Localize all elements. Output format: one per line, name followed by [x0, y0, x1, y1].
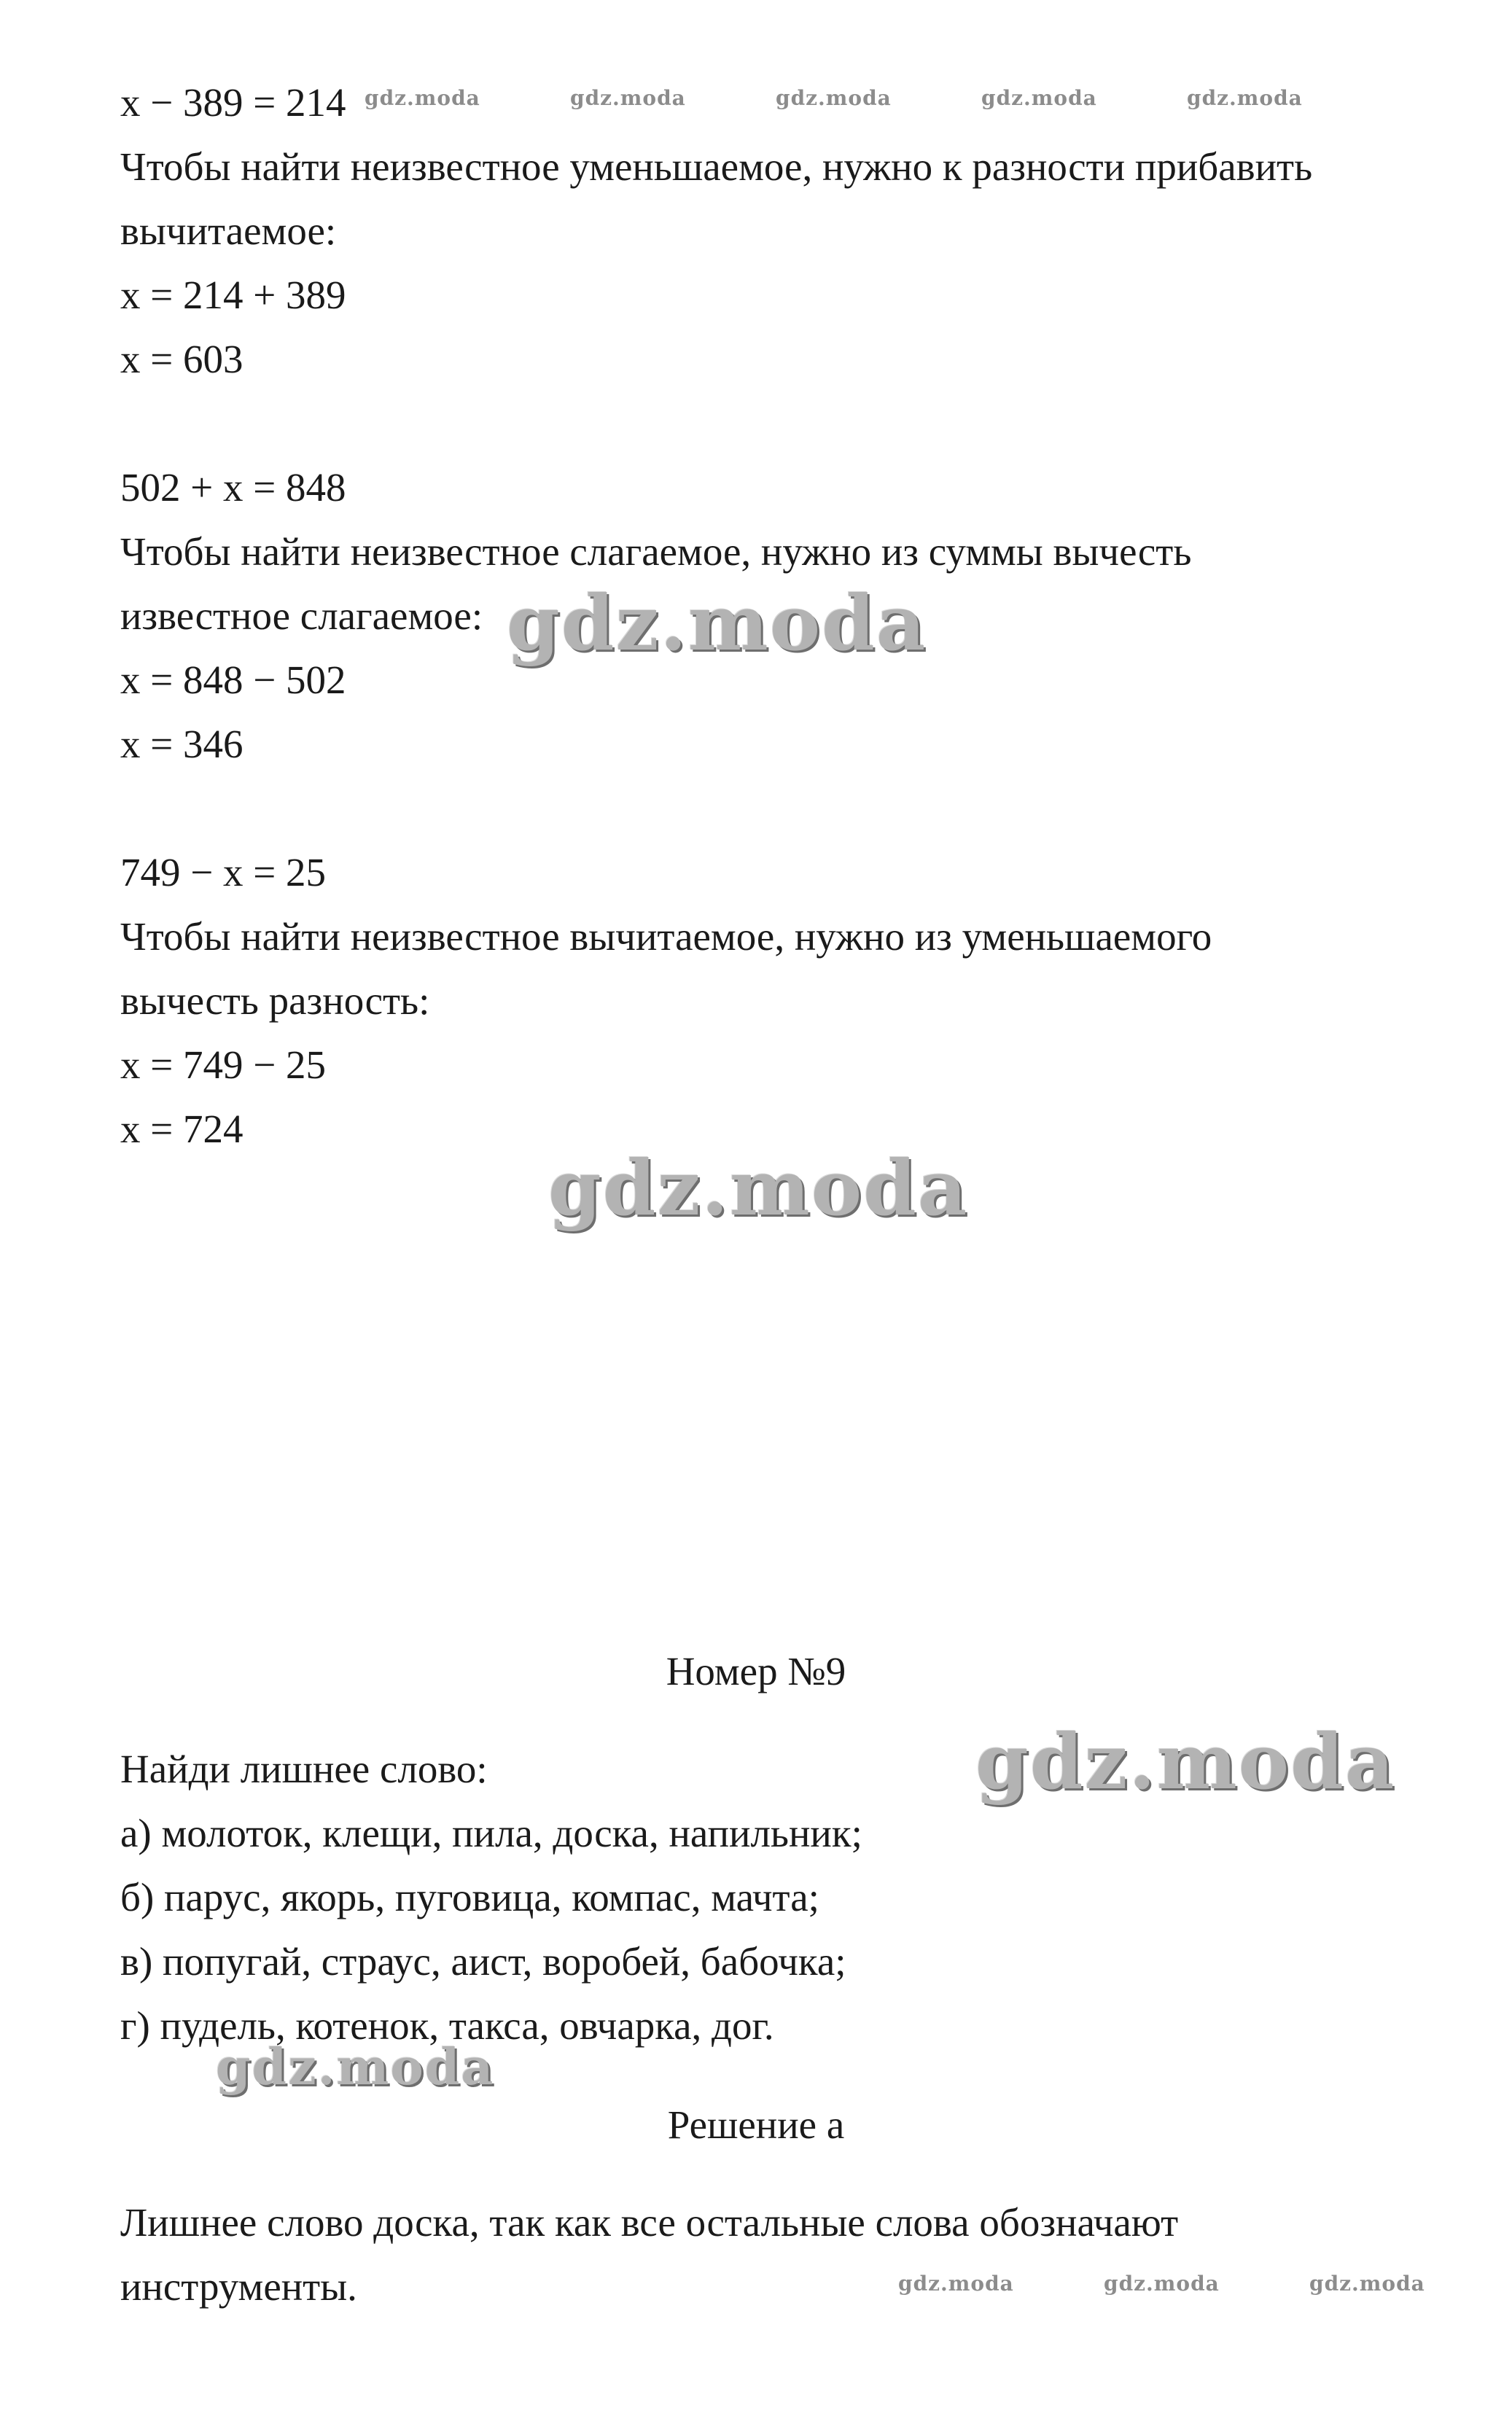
solution-line-2: инструменты. — [120, 2264, 357, 2309]
equation-3-step: x = 749 − 25 — [120, 1042, 327, 1087]
watermark-small: gdz.moda — [898, 2272, 1014, 2296]
watermark-small: gdz.moda — [776, 86, 892, 110]
rule-1-line-2: вычитаемое: — [120, 208, 337, 253]
task-item-a: а) молоток, клещи, пила, доска, напильник; — [120, 1811, 862, 1855]
rule-2-line-1: Чтобы найти неизвестное слагаемое, нужно из суммы вычесть — [120, 529, 1192, 574]
solution-line-1: Лишнее слово доска, так как все остальные слова обозначают — [120, 2200, 1179, 2245]
equation-3: 749 − x = 25 — [120, 850, 327, 894]
watermark-small: gdz.moda — [365, 86, 480, 110]
task-prompt: Найди лишнее слово: — [120, 1747, 488, 1791]
watermark-medium: gdz.moda — [216, 2038, 495, 2097]
watermark-large: gdz.moda — [507, 578, 927, 668]
equation-2-answer: x = 346 — [120, 722, 243, 766]
watermark-small: gdz.moda — [1309, 2272, 1425, 2296]
watermark-small: gdz.moda — [1104, 2272, 1220, 2296]
watermark-small: gdz.moda — [981, 86, 1097, 110]
watermark-large: gdz.moda — [975, 1717, 1396, 1806]
watermark-small: gdz.moda — [1187, 86, 1303, 110]
watermark-large: gdz.moda — [548, 1143, 969, 1233]
rule-3-line-1: Чтобы найти неизвестное вычитаемое, нужно из уменьшаемого — [120, 914, 1212, 959]
task-item-b: б) парус, якорь, пуговица, компас, мачта; — [120, 1875, 819, 1919]
equation-2-step: x = 848 − 502 — [120, 658, 346, 702]
task-title: Номер №9 — [666, 1649, 846, 1693]
equation-1-answer: x = 603 — [120, 337, 243, 381]
equation-3-answer: x = 724 — [120, 1107, 243, 1151]
equation-2: 502 + x = 848 — [120, 465, 346, 510]
rule-2-line-2: известное слагаемое: — [120, 593, 483, 638]
equation-1: x − 389 = 214 — [120, 80, 346, 125]
rule-1-line-1: Чтобы найти неизвестное уменьшаемое, нужно к разности прибавить — [120, 144, 1313, 189]
task-item-d: г) пудель, котенок, такса, овчарка, дог. — [120, 2003, 774, 2048]
rule-3-line-2: вычесть разность: — [120, 978, 430, 1023]
watermark-small: gdz.moda — [570, 86, 686, 110]
task-item-c: в) попугай, страус, аист, воробей, бабочка; — [120, 1939, 846, 1984]
equation-1-step: x = 214 + 389 — [120, 273, 346, 317]
solution-title: Решение а — [667, 2102, 845, 2147]
